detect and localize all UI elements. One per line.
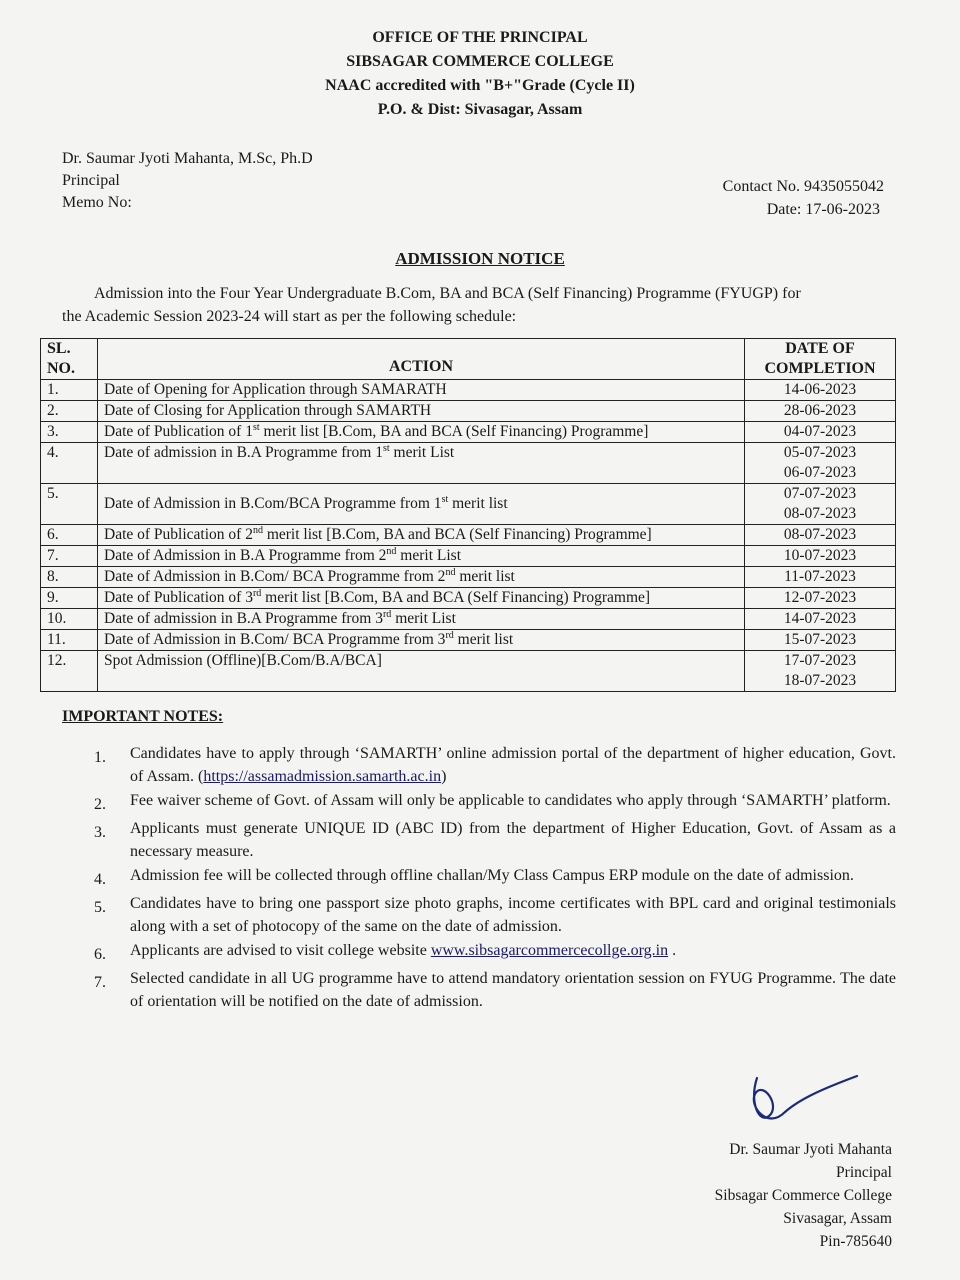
note-item xyxy=(94,817,896,863)
row-action-ordinal: rd xyxy=(445,629,454,641)
college-name: SIBSAGAR COMMERCE COLLEGE xyxy=(346,53,614,70)
note-item xyxy=(94,742,896,788)
row-date-value: 28-06-2023 xyxy=(783,402,857,419)
row-action-text-end: merit List xyxy=(389,444,455,461)
row-date-value: 11-07-2023 xyxy=(784,568,856,585)
signatory-place: Sivasagar, Assam xyxy=(783,1210,892,1227)
note-text-main: Candidates have to bring one passport size photo graphs, income certificates with BPL card and original testimonials along with a set of photocopy of the same on the date of admission. xyxy=(130,895,896,935)
row-date xyxy=(745,588,896,609)
row-action-text: Date of Publication of 3 xyxy=(104,589,253,606)
note-text xyxy=(130,939,896,966)
row-sl-no: 8. xyxy=(41,567,98,588)
note-text xyxy=(130,967,896,1013)
table-row xyxy=(41,651,896,692)
row-action xyxy=(98,380,745,401)
accreditation-line: NAAC accredited with "B+"Grade (Cycle II) xyxy=(325,77,635,94)
important-notes-title: IMPORTANT NOTES: xyxy=(62,708,224,725)
row-action-text-end: merit list [B.Com, BA and BCA (Self Financing) Programme] xyxy=(261,589,651,606)
note-number: 2. xyxy=(94,796,106,813)
col-date-of-completion: DATE OF COMPLETION xyxy=(745,339,896,380)
row-action xyxy=(98,567,745,588)
notice-date: Date: 17-06-2023 xyxy=(766,201,880,218)
row-action-text: Date of admission in B.A Programme from 1 xyxy=(104,444,383,461)
table-row xyxy=(41,546,896,567)
table-row xyxy=(41,525,896,546)
row-action-text: Date of Opening for Application through SAMARATH xyxy=(104,381,447,398)
row-date-value: 10-07-2023 xyxy=(783,547,857,564)
row-action-ordinal: nd xyxy=(252,524,263,536)
note-number: 7. xyxy=(94,974,106,991)
row-action xyxy=(98,588,745,609)
row-sl-no: 4. xyxy=(41,443,98,484)
row-action-text-end: merit List xyxy=(396,547,461,564)
row-action-ordinal: rd xyxy=(382,608,392,620)
signatory-college: Sibsagar Commerce College xyxy=(714,1187,892,1204)
row-sl-no: 12. xyxy=(41,651,98,692)
row-action-text: Date of Admission in B.Com/ BCA Programme from 3 xyxy=(104,631,446,648)
row-sl-no: 3. xyxy=(41,422,98,443)
note-link[interactable]: https://assamadmission.samarth.ac.in xyxy=(203,768,442,785)
signatory-name: Dr. Saumar Jyoti Mahanta xyxy=(729,1141,892,1158)
note-text xyxy=(130,742,896,788)
row-action xyxy=(98,630,745,651)
note-text-end: . xyxy=(668,942,677,959)
contact-number: Contact No. 9435055042 xyxy=(722,178,884,195)
table-row xyxy=(41,380,896,401)
row-date-value: 15-07-2023 xyxy=(783,631,857,648)
row-sl-no: 6. xyxy=(41,525,98,546)
row-sl-no: 11. xyxy=(41,630,98,651)
signature-block xyxy=(715,1138,892,1253)
row-action-text: Date of Publication of 1 xyxy=(104,423,253,440)
note-text-end: ) xyxy=(441,768,447,785)
table-row xyxy=(41,443,896,484)
note-number: 3. xyxy=(94,824,106,841)
note-item xyxy=(94,939,896,966)
table-row xyxy=(41,401,896,422)
signatory-designation: Principal xyxy=(836,1164,892,1181)
row-action-ordinal: nd xyxy=(386,545,397,557)
note-number: 1. xyxy=(94,749,106,766)
row-action-text: Date of Admission in B.Com/BCA Programme from 1 xyxy=(104,495,442,512)
row-action-text-end: merit list xyxy=(455,568,515,585)
row-action xyxy=(98,525,745,546)
row-date xyxy=(745,651,896,692)
note-item xyxy=(94,789,896,816)
address-line: P.O. & Dist: Sivasagar, Assam xyxy=(377,101,583,118)
row-action-text-end: merit list xyxy=(453,631,514,648)
memo-number: Memo No: xyxy=(62,194,132,211)
row-date-value: 18-07-2023 xyxy=(783,672,857,689)
table-row xyxy=(41,588,896,609)
table-row xyxy=(41,609,896,630)
row-action-ordinal: st xyxy=(382,442,390,454)
notice-intro-line2: the Academic Session 2023-24 will start as per the following schedule: xyxy=(62,308,517,325)
row-date xyxy=(745,484,896,525)
note-item xyxy=(94,864,896,891)
row-date xyxy=(745,546,896,567)
sender-designation: Principal xyxy=(62,172,120,189)
row-date-value: 07-07-2023 xyxy=(783,485,857,502)
notice-title: ADMISSION NOTICE xyxy=(395,249,565,268)
row-sl-no: 5. xyxy=(41,484,98,525)
row-date xyxy=(745,567,896,588)
row-date-value: 08-07-2023 xyxy=(783,526,857,543)
note-link[interactable]: www.sibsagarcommercecollge.org.in xyxy=(430,942,669,959)
row-date-value: 04-07-2023 xyxy=(783,423,857,440)
row-action-text-end: merit list [B.Com, BA and BCA (Self Financing) Programme] xyxy=(262,526,652,543)
row-action xyxy=(98,443,745,484)
row-date xyxy=(745,380,896,401)
row-sl-no: 9. xyxy=(41,588,98,609)
note-text xyxy=(130,789,896,816)
row-sl-no: 1. xyxy=(41,380,98,401)
row-date-value: 08-07-2023 xyxy=(783,505,857,522)
row-action-text: Spot Admission (Offline)[B.Com/B.A/BCA] xyxy=(104,652,382,669)
row-action-text-end: merit List xyxy=(391,610,456,627)
office-heading: OFFICE OF THE PRINCIPAL xyxy=(372,29,588,46)
row-action-ordinal: rd xyxy=(252,587,262,599)
note-number: 6. xyxy=(94,946,106,963)
col-action: ACTION xyxy=(98,339,745,380)
row-date xyxy=(745,630,896,651)
note-text xyxy=(130,864,896,891)
row-action-text: Date of Closing for Application through SAMARTH xyxy=(104,402,432,419)
note-text xyxy=(130,817,896,863)
signature-mark xyxy=(745,1072,865,1136)
notice-intro-line1: Admission into the Four Year Undergraduate B.Com, BA and BCA (Self Financing) Programme (FYUGP) for xyxy=(94,285,801,302)
row-date xyxy=(745,443,896,484)
note-item xyxy=(94,892,896,938)
note-number: 4. xyxy=(94,871,106,888)
row-action-text: Date of Admission in B.A Programme from 2 xyxy=(104,547,387,564)
row-date xyxy=(745,401,896,422)
row-date-value: 05-07-2023 xyxy=(783,444,857,461)
row-action xyxy=(98,484,745,525)
row-action-text-end: merit list xyxy=(448,495,508,512)
note-text xyxy=(130,892,896,938)
table-row xyxy=(41,422,896,443)
signatory-pin: Pin-785640 xyxy=(819,1233,892,1250)
row-date-value: 14-06-2023 xyxy=(783,381,857,398)
row-sl-no: 10. xyxy=(41,609,98,630)
row-action-ordinal: st xyxy=(252,421,260,433)
row-action xyxy=(98,401,745,422)
note-item xyxy=(94,967,896,1013)
note-text-main: Candidates have to apply through ‘SAMARTH’ online admission portal of the department of higher education, Govt. of Assam. ( xyxy=(130,745,896,785)
row-sl-no: 2. xyxy=(41,401,98,422)
row-date xyxy=(745,525,896,546)
note-number: 5. xyxy=(94,899,106,916)
row-action-text: Date of admission in B.A Programme from 3 xyxy=(104,610,383,627)
row-action-ordinal: nd xyxy=(445,566,456,578)
table-row xyxy=(41,484,896,525)
note-text-main: Admission fee will be collected through offline challan/My Class Campus ERP module on the date of admission. xyxy=(130,867,854,884)
row-date-value: 14-07-2023 xyxy=(783,610,857,627)
table-header-row xyxy=(41,339,896,380)
row-date-value: 06-07-2023 xyxy=(783,464,857,481)
note-text-main: Fee waiver scheme of Govt. of Assam will only be applicable to candidates who apply through ‘SAMARTH’ platform. xyxy=(130,792,891,809)
admission-schedule-table xyxy=(40,338,896,692)
row-date-value: 12-07-2023 xyxy=(783,589,857,606)
table-row xyxy=(41,567,896,588)
row-action xyxy=(98,546,745,567)
row-sl-no: 7. xyxy=(41,546,98,567)
row-date xyxy=(745,609,896,630)
row-action-text: Date of Publication of 2 xyxy=(104,526,253,543)
row-date-value: 17-07-2023 xyxy=(783,652,857,669)
table-row xyxy=(41,630,896,651)
row-action xyxy=(98,422,745,443)
row-action xyxy=(98,609,745,630)
note-text-main: Selected candidate in all UG programme have to attend mandatory orientation session on FYUG Programme. The date of orientation will be notified on the date of admission. xyxy=(130,970,896,1010)
note-text-main: Applicants are advised to visit college website xyxy=(130,942,431,959)
col-sl-no: SL. NO. xyxy=(41,339,98,380)
important-notes-list xyxy=(94,742,896,1014)
row-action-text: Date of Admission in B.Com/ BCA Programme from 2 xyxy=(104,568,446,585)
row-action-ordinal: st xyxy=(441,493,449,505)
row-date xyxy=(745,422,896,443)
row-action xyxy=(98,651,745,692)
note-text-main: Applicants must generate UNIQUE ID (ABC ID) from the department of Higher Education, Govt. of Assam as a necessary measure. xyxy=(130,820,896,860)
row-action-text-end: merit list [B.Com, BA and BCA (Self Financing) Programme] xyxy=(259,423,649,440)
sender-name: Dr. Saumar Jyoti Mahanta, M.Sc, Ph.D xyxy=(62,150,313,167)
